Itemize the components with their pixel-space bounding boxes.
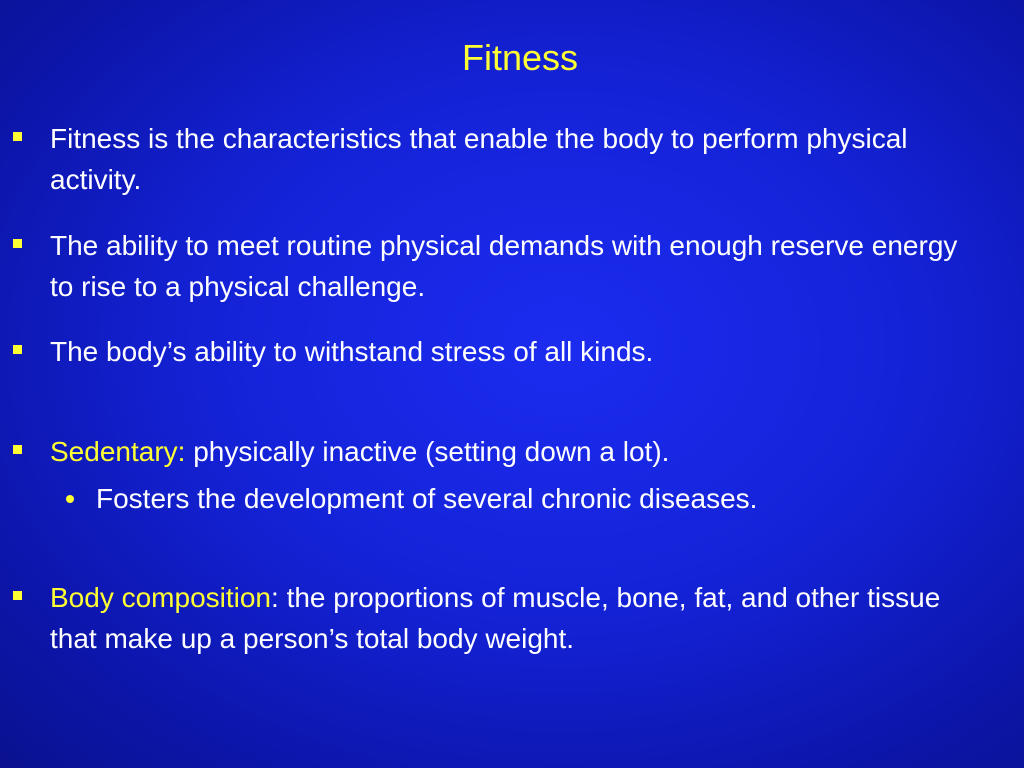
bullet-term: Sedentary: bbox=[50, 436, 186, 467]
slide-title: Fitness bbox=[461, 37, 579, 78]
sub-bullet-text: Fosters the development of several chronic diseases. bbox=[96, 483, 758, 514]
bullet-text: The ability to meet routine physical demands with enough reserve energy to rise to a physical challenge. bbox=[50, 230, 958, 302]
round-bullet-icon bbox=[66, 495, 74, 503]
square-bullet-icon bbox=[13, 345, 22, 354]
bullet-item bbox=[50, 225, 980, 307]
bullet-item bbox=[50, 577, 980, 659]
bullet-text: physically inactive (setting down a lot). bbox=[185, 436, 670, 467]
bullet-text: : the proportions of muscle, bone, fat, and other tissue that make up a person’s total body weight. bbox=[50, 582, 941, 654]
sub-bullet-item bbox=[96, 478, 976, 519]
square-bullet-icon bbox=[13, 239, 22, 248]
square-bullet-icon bbox=[13, 591, 22, 600]
square-bullet-icon bbox=[13, 132, 22, 141]
bullet-item bbox=[50, 431, 980, 472]
bullet-text: The body’s ability to withstand stress of all kinds. bbox=[50, 336, 654, 367]
bullet-item bbox=[50, 118, 980, 200]
bullet-term: Body composition bbox=[50, 582, 272, 613]
square-bullet-icon bbox=[13, 445, 22, 454]
bullet-item bbox=[50, 331, 980, 372]
bullet-text: Fitness is the characteristics that enable the body to perform physical activity. bbox=[50, 123, 908, 195]
